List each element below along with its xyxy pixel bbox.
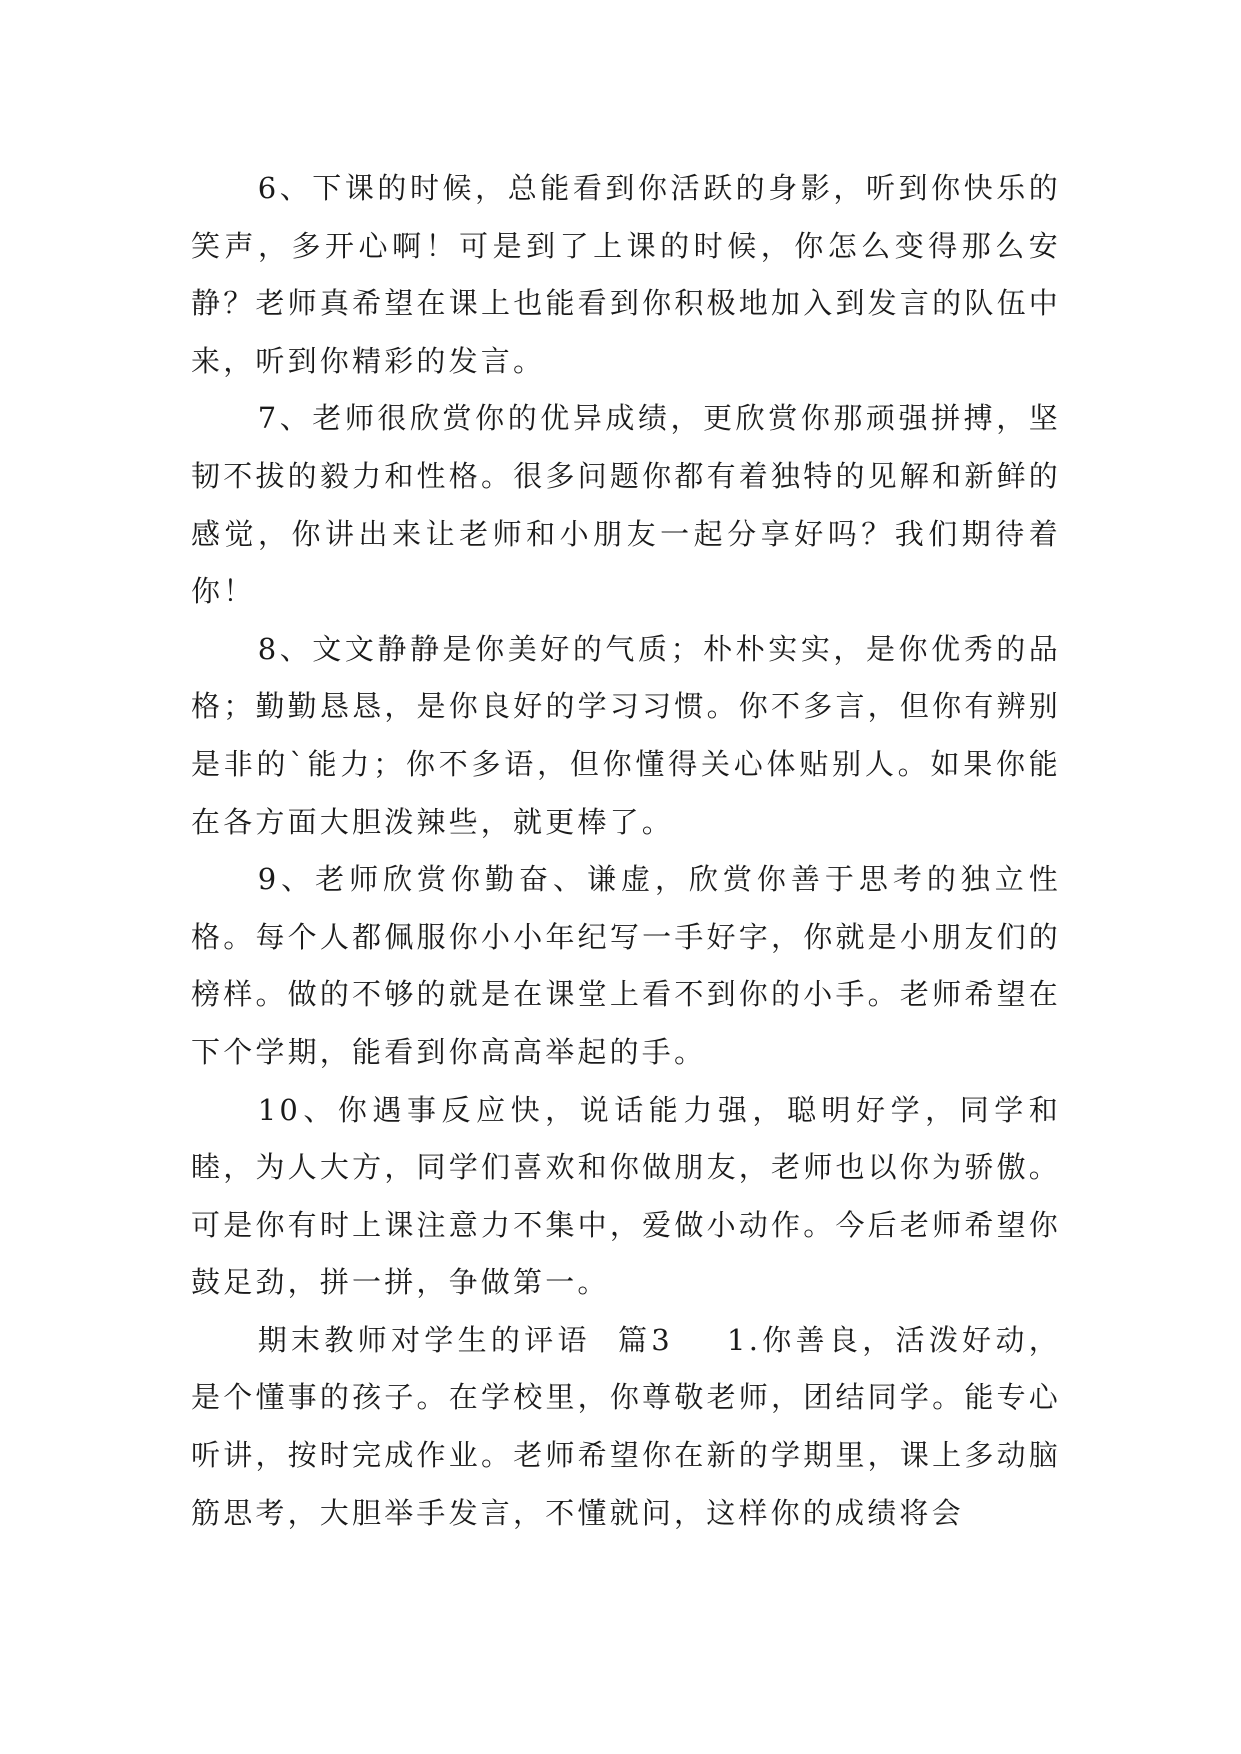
paragraph-9: 9、老师欣赏你勤奋、谦虚，欣赏你善于思考的独立性格。每个人都佩服你小小年纪写一手好字，你就是小朋友们的榜样。做的不够的就是在课堂上看不到你的小手。老师希望在下个学期，能看到你高高举起的手。 [191,862,1061,1069]
section-3-paragraph: 期末教师对学生的评语 篇3 1.你善良，活泼好动，是个懂事的孩子。在学校里，你尊敬老师，团结同学。能专心听讲，按时完成作业。老师希望你在新的学期里，课上多动脑筋思考，大胆举手发言，不懂就问，这样你的成绩将会 [191,1322,1061,1530]
document-body [191,160,1061,1542]
paragraph-7: 7、老师很欣赏你的优异成绩，更欣赏你那顽强拼搏，坚韧不拔的毅力和性格。很多问题你都有着独特的见解和新鲜的感觉，你讲出来让老师和小朋友一起分享好吗？我们期待着你！ [191,401,1061,609]
paragraph-6: 6、下课的时候，总能看到你活跃的身影，听到你快乐的笑声，多开心啊！可是到了上课的时候，你怎么变得那么安静？老师真希望在课上也能看到你积极地加入到发言的队伍中来，听到你精彩的发言。 [191,171,1061,378]
paragraph-8: 8、文文静静是你美好的气质；朴朴实实，是你优秀的品格；勤勤恳恳，是你良好的学习习惯。你不多言，但你有辨别是非的`能力；你不多语，但你懂得关心体贴别人。如果你能在各方面大胆泼辣些，就更棒了。 [191,631,1061,839]
paragraph-10: 10、你遇事反应快，说话能力强，聪明好学，同学和睦，为人大方，同学们喜欢和你做朋友，老师也以你为骄傲。可是你有时上课注意力不集中，爱做小动作。今后老师希望你鼓足劲，拼一拼，争做第一。 [191,1092,1061,1300]
